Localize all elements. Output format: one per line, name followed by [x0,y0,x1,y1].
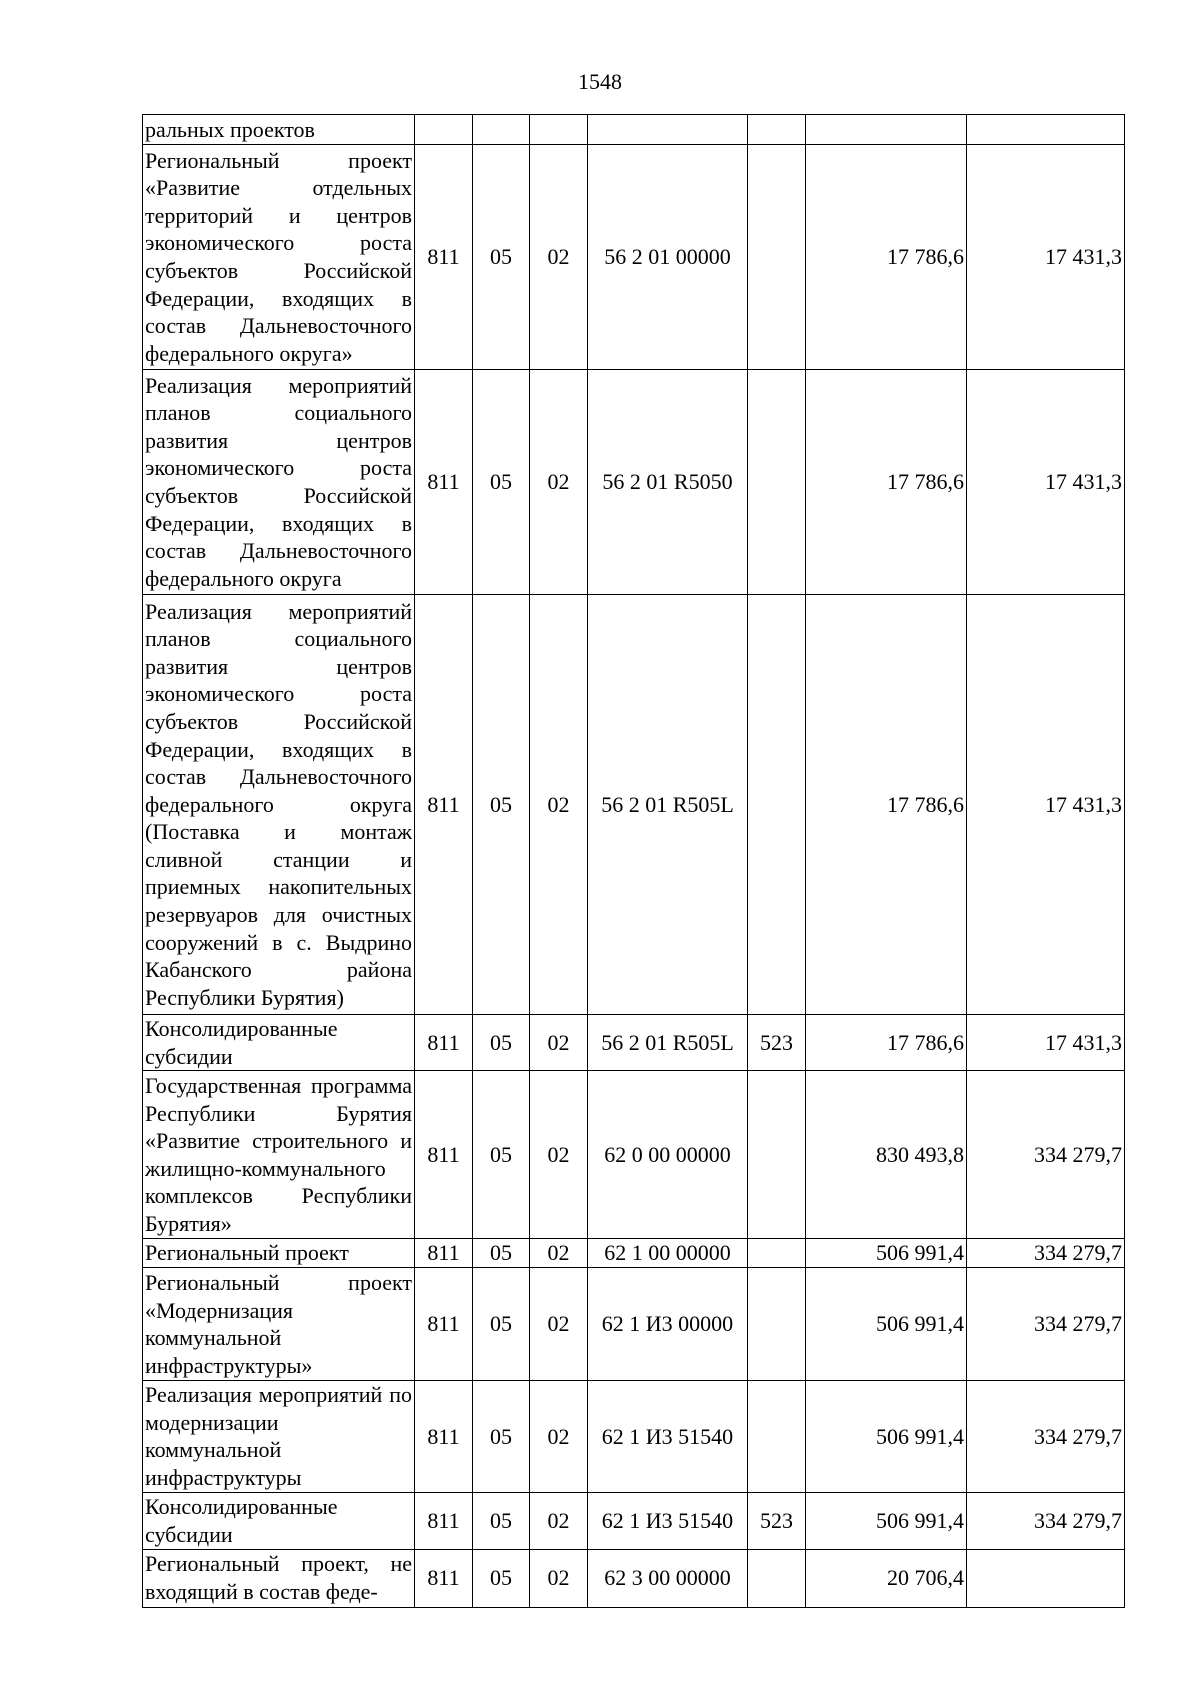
row-name: Региональный проект «Развитие отдельных территорий и центров экономического роста субъектов Российской Федерации, входящих в состав Дальневосточного федерального округа» [143,145,415,370]
table-row [143,1381,1125,1492]
table-row [143,1239,1125,1268]
ministry-code [415,115,473,145]
target-article: 56 2 01 R505L [588,595,748,1015]
ministry-code: 811 [415,1492,473,1549]
expense-type: 523 [748,1492,806,1549]
section-code: 05 [473,595,530,1015]
expense-type [748,145,806,370]
section-code: 05 [473,1268,530,1381]
section-code: 05 [473,1381,530,1492]
row-name: Консолидированные субсидии [143,1492,415,1549]
section-code: 05 [473,370,530,595]
amount-year-1: 17 786,6 [806,370,967,595]
ministry-code: 811 [415,1549,473,1607]
table-row [143,370,1125,595]
ministry-code: 811 [415,370,473,595]
ministry-code: 811 [415,1071,473,1239]
subsection-code: 02 [530,1381,588,1492]
amount-year-2: 17 431,3 [967,1015,1125,1071]
expense-type [748,1071,806,1239]
ministry-code: 811 [415,145,473,370]
amount-year-2: 334 279,7 [967,1268,1125,1381]
expense-type [748,1239,806,1268]
section-code: 05 [473,1492,530,1549]
expense-type [748,595,806,1015]
amount-year-1: 506 991,4 [806,1239,967,1268]
subsection-code: 02 [530,1492,588,1549]
subsection-code: 02 [530,1015,588,1071]
amount-year-2: 17 431,3 [967,595,1125,1015]
target-article: 62 1 И3 51540 [588,1492,748,1549]
section-code: 05 [473,1071,530,1239]
target-article: 62 1 И3 51540 [588,1381,748,1492]
expense-type: 523 [748,1015,806,1071]
target-article: 56 2 01 R5050 [588,370,748,595]
amount-year-2 [967,1549,1125,1607]
target-article: 62 1 И3 00000 [588,1268,748,1381]
subsection-code: 02 [530,1239,588,1268]
section-code [473,115,530,145]
ministry-code: 811 [415,595,473,1015]
row-name: Реализация мероприятий по модернизации коммунальной инфраструктуры [143,1381,415,1492]
row-name: Реализация мероприятий планов социального развития центров экономического роста субъектов Российской Федерации, входящих в состав Дальневосточного федерального округа [143,370,415,595]
expense-type [748,370,806,595]
amount-year-1: 17 786,6 [806,1015,967,1071]
table-row [143,1015,1125,1071]
row-name: ральных проектов [143,115,415,145]
row-name: Государственная программа Республики Бурятия «Развитие строительного и жилищно-коммунального комплексов Республики Бурятия» [143,1071,415,1239]
amount-year-1: 830 493,8 [806,1071,967,1239]
subsection-code [530,115,588,145]
amount-year-2: 334 279,7 [967,1492,1125,1549]
table-row [143,1492,1125,1549]
target-article: 56 2 01 R505L [588,1015,748,1071]
amount-year-1 [806,115,967,145]
subsection-code: 02 [530,1268,588,1381]
page-number: 1548 [578,69,622,94]
section-code: 05 [473,1239,530,1268]
amount-year-1: 17 786,6 [806,595,967,1015]
budget-table [142,114,1125,1608]
table-row [143,115,1125,145]
expense-type [748,1268,806,1381]
amount-year-2: 334 279,7 [967,1239,1125,1268]
table-row [143,1268,1125,1381]
amount-year-1: 506 991,4 [806,1268,967,1381]
subsection-code: 02 [530,145,588,370]
amount-year-2: 17 431,3 [967,145,1125,370]
amount-year-1: 506 991,4 [806,1381,967,1492]
subsection-code: 02 [530,1549,588,1607]
target-article: 56 2 01 00000 [588,145,748,370]
amount-year-1: 17 786,6 [806,145,967,370]
ministry-code: 811 [415,1239,473,1268]
ministry-code: 811 [415,1015,473,1071]
section-code: 05 [473,145,530,370]
subsection-code: 02 [530,1071,588,1239]
amount-year-1: 20 706,4 [806,1549,967,1607]
table-row [143,1549,1125,1607]
amount-year-1: 506 991,4 [806,1492,967,1549]
row-name: Консолидированные субсидии [143,1015,415,1071]
row-name: Региональный проект «Модернизация коммунальной инфраструктуры» [143,1268,415,1381]
expense-type [748,1549,806,1607]
ministry-code: 811 [415,1381,473,1492]
table-row [143,595,1125,1015]
target-article: 62 1 00 00000 [588,1239,748,1268]
row-name: Региональный проект [143,1239,415,1268]
amount-year-2: 334 279,7 [967,1381,1125,1492]
ministry-code: 811 [415,1268,473,1381]
row-name: Реализация мероприятий планов социального развития центров экономического роста субъектов Российской Федерации, входящих в состав Дальневосточного федерального округа (Поставка и монтаж сливной станции и приемных накопительных резервуаров для очистных сооружений в с. Выдрино Кабанского района Республики Бурятия) [143,595,415,1015]
amount-year-2: 334 279,7 [967,1071,1125,1239]
row-name: Региональный проект, не входящий в состав феде- [143,1549,415,1607]
amount-year-2: 17 431,3 [967,370,1125,595]
expense-type [748,115,806,145]
section-code: 05 [473,1549,530,1607]
target-article: 62 0 00 00000 [588,1071,748,1239]
subsection-code: 02 [530,595,588,1015]
section-code: 05 [473,1015,530,1071]
expense-type [748,1381,806,1492]
table-row [143,1071,1125,1239]
amount-year-2 [967,115,1125,145]
target-article [588,115,748,145]
subsection-code: 02 [530,370,588,595]
target-article: 62 3 00 00000 [588,1549,748,1607]
table-row [143,145,1125,370]
